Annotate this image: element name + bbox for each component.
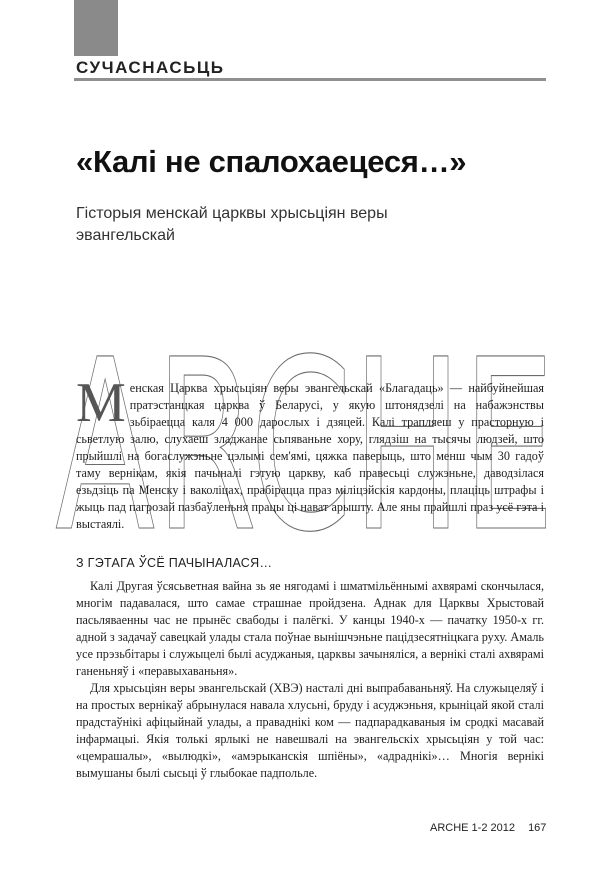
drop-cap: М bbox=[76, 372, 126, 434]
section-label: СУЧАСНАСЬЦЬ bbox=[76, 58, 225, 77]
section-rule bbox=[74, 78, 546, 81]
article-subtitle: Гісторыя менскай царквы хрысьціян веры эвангельскай bbox=[76, 205, 388, 244]
page-footer bbox=[430, 822, 546, 834]
page-number: 167 bbox=[528, 822, 547, 834]
watermark-text: ARCHE bbox=[55, 309, 555, 548]
header-color-block bbox=[74, 0, 118, 56]
article-title: «Калі не спалохаецеся…» bbox=[76, 144, 467, 179]
intro-text: енская Царква хрысьціян веры эвангельскай «Благадаць» — найбуйнейшая пратэстанцкая царква ў Беларусі, у якую штонядзелі на набажэнствы зьбіраецца каля 4 000 дарослых і дзяцей. Калі трапляеш у прасторную і сьветлую залю, слухаеш зладжанае сьпяваньне хору, глядзіш на тысячы людзей, што прыйшлі на богаслужэньне цэлымі сем'ямі, цяжка паверыць, што менш чым 30 гадоў таму вернікам, якія пачыналі гэтую царкву, каб правесьці служэньне, даводзілася езьдзіць па Менску і ваколіцах, прабірацца праз міліцэйскія кардоны, плаціць штрафы і жыць пад пагрозай пазбаўленьня працы ці нават арышту. Але яны прайшлі праз усё гэта і выстаялі. bbox=[76, 381, 544, 531]
intro-paragraph bbox=[76, 372, 544, 533]
article-body bbox=[76, 372, 544, 782]
body-paragraph: Калі Другая ўсясьветная вайна зь яе нягодамі і шматмільённымі ахвярамі скончылася, многім падавалася, што самае страшнае пройдзена. Аднак для Царквы Хрыстовай пасьляваенны час не прынёс свабоды і палёгкі. У канцы 1940-х — пачатку 1950-х гг. адной з задачаў савецкай улады стала поўнае вынішчэньне пацідзесятніцкага руху. Амаль усе прэзьбітары і служыцелі былі асуджаныя, царквы зачыняліся, а вернікі сталі ахвярамі ганеньняў і «перавыхаваньня». bbox=[76, 579, 544, 678]
section-subhead: З ГЭТАГА ЎСЁ ПАЧЫНАЛАСЯ… bbox=[76, 556, 273, 570]
body-paragraph: Для хрысьціян веры эвангельскай (ХВЭ) насталі дні выпрабаваньняў. На служыцеляў і на простых вернікаў абрынулася навала хлусьні, бруду і асуджэньня, крыніцай якой сталі прадстаўнікі афіцыйнай улады, а праваднікі ком — падпарадкаваныя ім сродкі масавай інфармацыі. Якія толькі ярлыкі не навешвалі на эвангельскіх хрысьціян у той час: «цемрашалы», «вылюдкі», «амэрыканскія шпіёны», «адраднікі»… Многія вернікі вымушаны былі сысьці ў глыбокае падпольле. bbox=[76, 681, 544, 780]
journal-issue: ARCHE 1-2 2012 bbox=[430, 822, 515, 834]
